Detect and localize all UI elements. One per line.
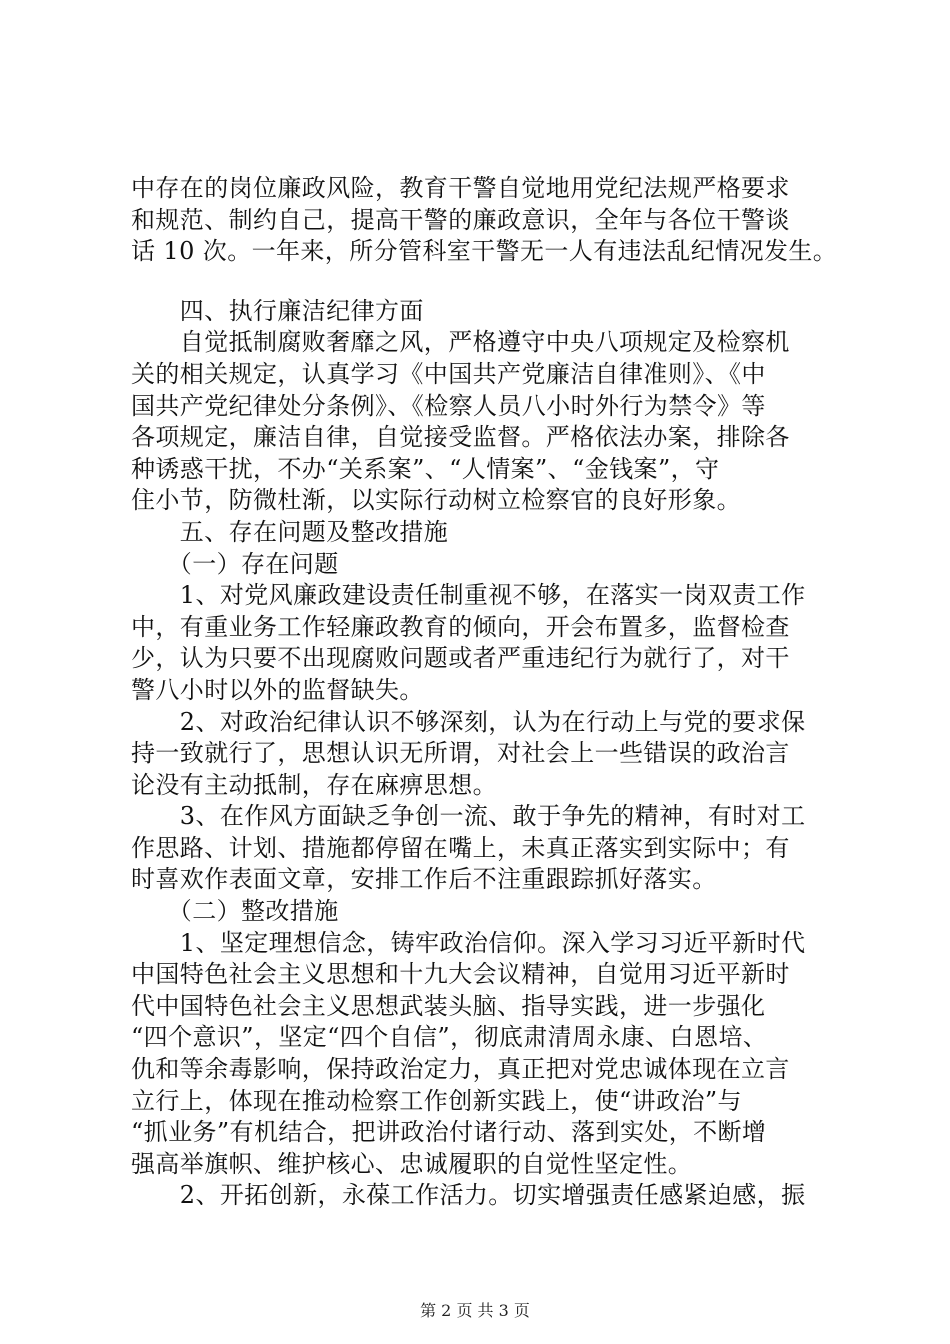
section-heading: 四、执行廉洁纪律方面 [131,296,424,325]
text-line: 2、对政治纪律认识不够深刻，认为在行动上与党的要求保 [131,707,806,736]
text-line: 各项规定，廉洁自律，自觉接受监督。严格依法办案，排除各 [131,423,790,452]
subsection-heading: （二）整改措施 [131,897,339,926]
text-line: 2、开拓创新，永葆工作活力。切实增强责任感紧迫感，振 [131,1181,806,1210]
text-line: 关的相关规定，认真学习《中国共产党廉洁自律准则》、《中 [131,359,766,388]
text-line: 论没有主动抵制，存在麻痹思想。 [131,770,497,799]
text-line: 代中国特色社会主义思想武装头脑、指导实践，进一步强化 [131,991,766,1020]
text-line: 仇和等余毒影响，保持政治定力，真正把对党忠诚体现在立言 [131,1055,790,1084]
text-line: 警八小时以外的监督缺失。 [131,675,424,704]
text-line: 少，认为只要不出现腐败问题或者严重违纪行为就行了，对干 [131,644,790,673]
text-line: 中存在的岗位廉政风险，教育干警自觉地用党纪法规严格要求 [131,174,790,202]
subsection-heading: （一）存在问题 [131,549,339,578]
text-line: 3、在作风方面缺乏争创一流、敢于争先的精神，有时对工 [131,802,806,831]
text-line: 国共产党纪律处分条例》、《检察人员八小时外行为禁令》等 [131,391,766,420]
text-line: 种诱惑干扰，不办“关系案”、“人情案”、“金钱案”，守 [131,454,720,483]
text-line: 立行上，体现在推动检察工作创新实践上，使“讲政治”与 [131,1086,742,1115]
section-heading: 五、存在问题及整改措施 [131,517,449,546]
text-line: 中，有重业务工作轻廉政教育的倾向，开会布置多，监督检查 [131,612,790,641]
text-line: 持一致就行了，思想认识无所谓，对社会上一些错误的政治言 [131,739,790,768]
text-line: 自觉抵制腐败奢靡之风，严格遵守中央八项规定及检察机 [131,328,790,357]
paragraph-gap [131,268,831,296]
page-number: 第 2 页 共 3 页 [420,1301,530,1320]
text-line: 话 10 次。一年来，所分管科室干警无一人有违法乱纪情况发生。 [131,237,838,266]
text-line: 住小节，防微杜渐，以实际行动树立检察官的良好形象。 [131,486,741,515]
text-line: “四个意识”，坚定“四个自信”，彻底肃清周永康、白恩培、 [131,1023,768,1052]
page-footer [0,1301,950,1321]
text-line: 作思路、计划、措施都停留在嘴上，未真正落实到实际中；有 [131,833,790,862]
text-line: “抓业务”有机结合，把讲政治付诸行动、落到实处，不断增 [131,1118,767,1147]
text-line: 和规范、制约自己，提高干警的廉政意识，全年与各位干警谈 [131,205,790,234]
text-line: 时喜欢作表面文章，安排工作后不注重跟踪抓好落实。 [131,865,717,894]
text-line: 1、对党风廉政建设责任制重视不够，在落实一岗双责工作 [131,581,806,610]
text-line: 强高举旗帜、维护核心、忠诚履职的自觉性坚定性。 [131,1149,693,1178]
text-line: 中国特色社会主义思想和十九大会议精神，自觉用习近平新时 [131,960,790,989]
text-line: 1、坚定理想信念，铸牢政治信仰。深入学习习近平新时代 [131,928,806,957]
document-body [131,173,838,1212]
